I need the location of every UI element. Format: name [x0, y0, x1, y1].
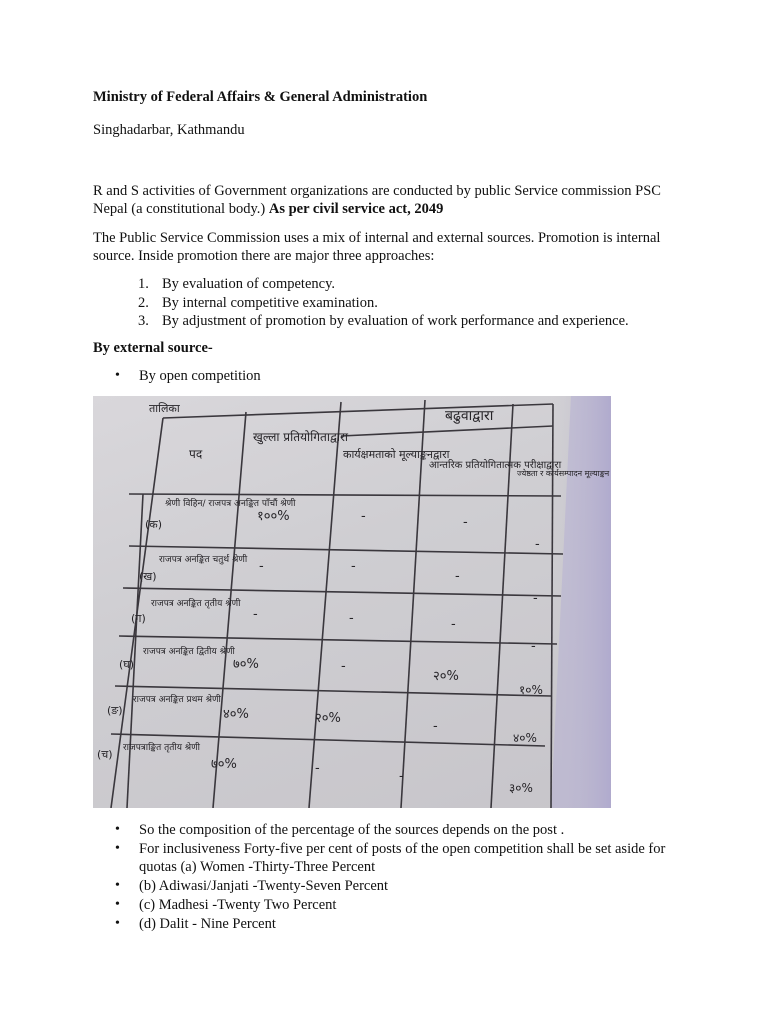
cell-seniority: १०% [519, 683, 543, 697]
list-item-text: By adjustment of promotion by evaluation of work performance and experience. [162, 313, 629, 329]
ministry-heading: Ministry of Federal Affairs & General Administration [93, 89, 428, 105]
cell-competency: - [341, 659, 346, 674]
cell-internal: - [451, 617, 456, 632]
group-header: बढुवाद्वारा [445, 408, 494, 424]
closing-bullet-list [115, 821, 675, 934]
bullet-icon: • [115, 878, 120, 893]
cell-open: १००% [257, 509, 290, 524]
list-item [115, 840, 675, 876]
col-header-seniority: ज्येष्ठता र कार्यसम्पादन मूल्याङ्कन [517, 469, 610, 478]
cell-competency: २०% [315, 711, 341, 726]
ministry-address: Singhadarbar, Kathmandu [93, 122, 245, 138]
row-code: (ङ) [107, 704, 123, 717]
list-item-text: (b) Adiwasi/Janjati -Twenty-Seven Percent [139, 878, 389, 894]
list-item [115, 896, 675, 914]
cell-seniority: - [531, 639, 536, 654]
row-post: श्रेणी विहिन/ राजपत्र अनङ्कित पाँचौं श्रेणी [165, 499, 296, 509]
row-code: (ग) [131, 612, 146, 625]
cell-internal: २०% [433, 669, 459, 684]
col-header-competency: कार्यक्षमताको मूल्याङ्कनद्वारा [343, 448, 450, 461]
table-caption: तालिका [149, 402, 180, 415]
cell-open: ७०% [211, 757, 237, 772]
list-item [115, 877, 675, 895]
bullet-icon: • [115, 822, 120, 837]
svg-text:खुल्ला प्रतियोगिताद्वारा: खुल्ला प्रतियोगिताद्वारा [253, 430, 348, 444]
intro-act-reference: As per civil service act, 2049 [268, 201, 444, 217]
list-item-text: (c) Madhesi -Twenty Two Percent [139, 897, 337, 913]
table-photo [93, 396, 611, 808]
table-photo-svg [93, 396, 611, 808]
list-item-text: By evaluation of competency. [162, 276, 336, 292]
cell-internal: - [433, 719, 438, 734]
cell-open: - [253, 607, 258, 622]
intro-text: R and S activities of Government organizations are conducted by public Service commission PSC Nepal (a constitutional body.) [93, 183, 661, 217]
cell-seniority: ४०% [513, 731, 537, 745]
list-item-text: By internal competitive examination. [162, 294, 378, 311]
cell-internal: - [455, 569, 460, 584]
row-post: राजपत्र अनङ्कित प्रथम श्रेणी [133, 695, 221, 705]
cell-open: ७०% [233, 657, 259, 672]
cell-competency: - [349, 611, 354, 626]
list-item [138, 275, 698, 294]
cell-seniority: ३०% [509, 781, 533, 795]
row-code: (घ) [119, 658, 135, 671]
external-source-heading: By external source- [93, 340, 213, 356]
cell-open: ४०% [223, 707, 249, 722]
cell-competency: - [361, 509, 366, 524]
external-bullet-list [115, 367, 675, 385]
list-item-text: By open competition [139, 368, 261, 384]
list-item-text: For inclusiveness Forty-five per cent of posts of the open competition shall be set aside for quotas (a) Women -Thirty-Three Percent [139, 841, 666, 875]
cell-competency: - [351, 559, 356, 574]
cell-seniority: - [535, 537, 540, 552]
cell-seniority: - [533, 591, 538, 606]
list-item-text: So the composition of the percentage of the sources depends on the post . [139, 822, 565, 838]
list-item [115, 821, 675, 839]
row-post: राजपत्र अनङ्कित द्वितीय श्रेणी [143, 647, 235, 657]
col-header-open [253, 430, 349, 445]
list-item-text: (d) Dalit - Nine Percent [139, 916, 276, 932]
bullet-icon: • [115, 897, 120, 912]
row-post: राजपत्र अनङ्कित चतुर्थ श्रेणी [159, 555, 248, 565]
intro-paragraph [93, 182, 683, 218]
bullet-icon: • [115, 916, 120, 931]
row-code: (च) [97, 748, 113, 761]
list-number: 2. [138, 294, 149, 311]
list-item [138, 312, 698, 331]
list-item [115, 367, 675, 385]
cell-internal: - [463, 515, 468, 530]
list-item [138, 294, 698, 313]
cell-competency: - [315, 761, 320, 776]
row-post: राजपत्राङ्कित तृतीय श्रेणी [123, 743, 201, 753]
cell-open: - [259, 559, 264, 574]
cell-internal: - [399, 769, 404, 784]
row-code: (क) [145, 518, 163, 531]
approaches-list [138, 275, 698, 331]
bullet-icon: • [115, 368, 120, 383]
row-post: राजपत्र अनङ्कित तृतीय श्रेणी [151, 599, 241, 609]
list-number: 3. [138, 313, 149, 329]
col-header-internal: आन्तरिक प्रतियोगितात्मक परीक्षाद्वारा [429, 460, 562, 471]
row-code: (ख) [139, 570, 157, 583]
bullet-icon: • [115, 841, 120, 856]
list-item [115, 915, 675, 933]
col-header-post: पद [189, 447, 203, 461]
sources-paragraph: The Public Service Commission uses a mix of internal and external sources. Promotion is internal source. Inside promotion there are major three approaches: [93, 230, 661, 264]
list-number: 1. [138, 276, 149, 292]
